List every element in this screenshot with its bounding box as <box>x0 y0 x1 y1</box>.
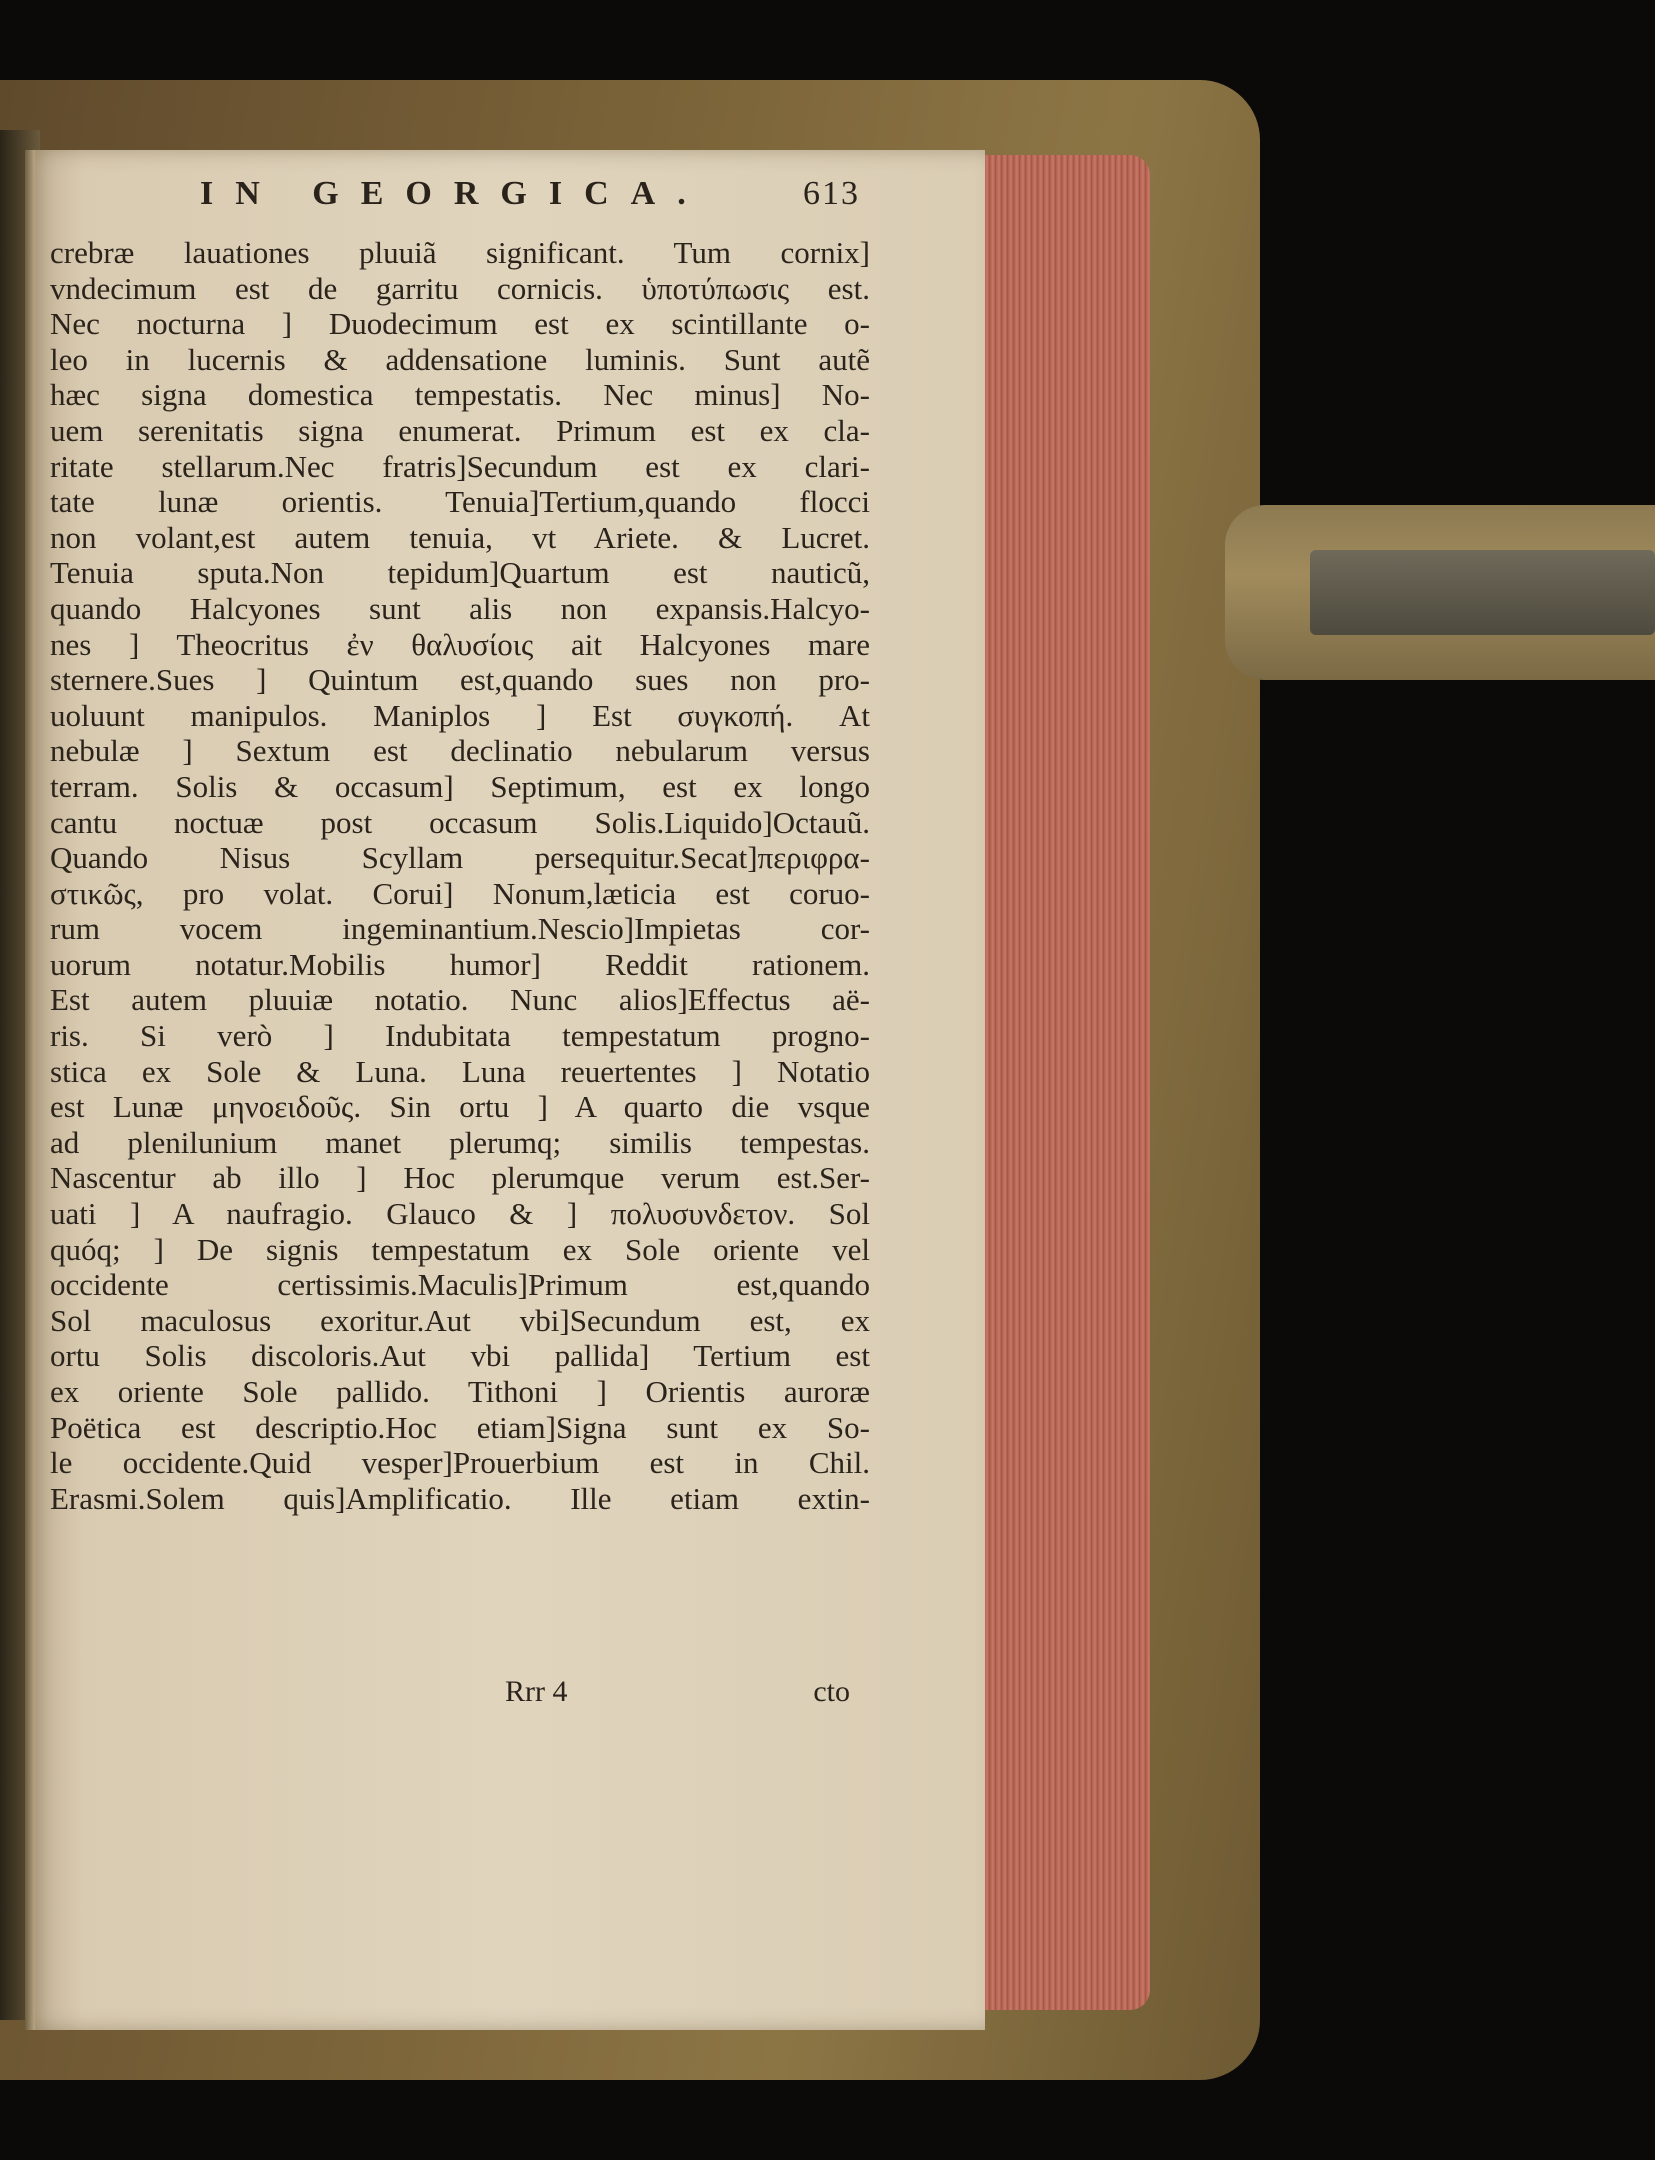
text-line: le occidente.Quid vesper]Prouerbium est in Chil. <box>50 1445 870 1481</box>
text-line: Est autem pluuiæ notatio. Nunc alios]Effectus aë- <box>50 982 870 1018</box>
text-line: cantu noctuæ post occasum Solis.Liquido]Octauũ. <box>50 804 870 840</box>
running-head-title: IN GEORGICA. <box>200 175 708 212</box>
text-line: ex oriente Sole pallido. Tithoni ] Orientis auroræ <box>50 1374 870 1409</box>
text-line: nes ] Theocritus ἐν θαλυσίοις ait Halcyones mare <box>50 626 870 662</box>
text-line: ritate stellarum.Nec fratris]Secundum est ex clari- <box>50 448 870 484</box>
text-line: quando Halcyones sunt alis non expansis.Halcyo- <box>50 590 870 626</box>
text-line: ris. Si verò ] Indubitata tempestatum progno- <box>50 1018 870 1054</box>
signature-mark: Rrr 4 <box>505 1675 568 1708</box>
text-line: est Lunæ μηνοειδοῦς. Sin ortu ] A quarto die vsque <box>50 1089 870 1125</box>
text-line: non volant,est autem tenuia, vt Ariete. & Lucret. <box>50 519 870 555</box>
text-line: stica ex Sole & Luna. Luna reuertentes ] Notatio <box>50 1053 870 1089</box>
text-line: Erasmi.Solem quis]Amplificatio. Ille etiam extin- <box>50 1480 870 1516</box>
text-line: Tenuia sputa.Non tepidum]Quartum est nauticũ, <box>50 555 870 591</box>
text-line: hæc signa domestica tempestatis. Nec minus] No- <box>50 377 870 413</box>
text-line: leo in lucernis & addensatione luminis. Sunt autẽ <box>50 341 870 377</box>
text-line: Nascentur ab illo ] Hoc plerumque verum est.Ser- <box>50 1160 870 1196</box>
text-line: crebræ lauationes pluuiã significant. Tum cornix] <box>50 235 870 270</box>
catchword: cto <box>813 1675 850 1708</box>
text-line: uorum notatur.Mobilis humor] Reddit rationem. <box>50 946 870 982</box>
text-line: uati ] A naufragio. Glauco & ] πολυσυνδετον. Sol <box>50 1196 870 1232</box>
text-line: nebulæ ] Sextum est declinatio nebularum versus <box>50 733 870 769</box>
text-line: terram. Solis & occasum] Septimum, est ex longo <box>50 768 870 804</box>
page-gutter <box>25 150 35 2030</box>
text-line: occidente certissimis.Maculis]Primum est,quando <box>50 1267 870 1303</box>
text-line: Nec nocturna ] Duodecimum est ex scintillante o- <box>50 306 870 342</box>
signature-line <box>505 1675 850 1719</box>
metal-clasp <box>1310 550 1655 635</box>
page-body-text <box>50 235 870 1516</box>
text-line: στικῶς, pro volat. Corui] Nonum,læticia est coruo- <box>50 875 870 911</box>
book-page <box>25 150 985 2030</box>
text-line: uoluunt manipulos. Maniplos ] Est συγκοπή. At <box>50 697 870 733</box>
text-line: ad plenilunium manet plerumq; similis tempestas. <box>50 1124 870 1160</box>
text-line: ortu Solis discoloris.Aut vbi pallida] Tertium est <box>50 1338 870 1374</box>
text-line: Poëtica est descriptio.Hoc etiam]Signa sunt ex So- <box>50 1409 870 1445</box>
text-line: vndecimum est de garritu cornicis. ὑποτύπωσις est. <box>50 270 870 306</box>
text-line: Quando Nisus Scyllam persequitur.Secat]περιφρα- <box>50 840 870 876</box>
text-line: sternere.Sues ] Quintum est,quando sues non pro- <box>50 662 870 698</box>
text-line: Sol maculosus exoritur.Aut vbi]Secundum est, ex <box>50 1302 870 1338</box>
text-line: rum vocem ingeminantium.Nescio]Impietas cor- <box>50 911 870 947</box>
running-head <box>200 175 860 225</box>
text-line: uem serenitatis signa enumerat. Primum est ex cla- <box>50 412 870 448</box>
text-line: quóq; ] De signis tempestatum ex Sole oriente vel <box>50 1231 870 1267</box>
text-line: tate lunæ orientis. Tenuia]Tertium,quando flocci <box>50 484 870 520</box>
red-page-edges <box>960 155 1150 2010</box>
page-number: 613 <box>803 175 860 212</box>
